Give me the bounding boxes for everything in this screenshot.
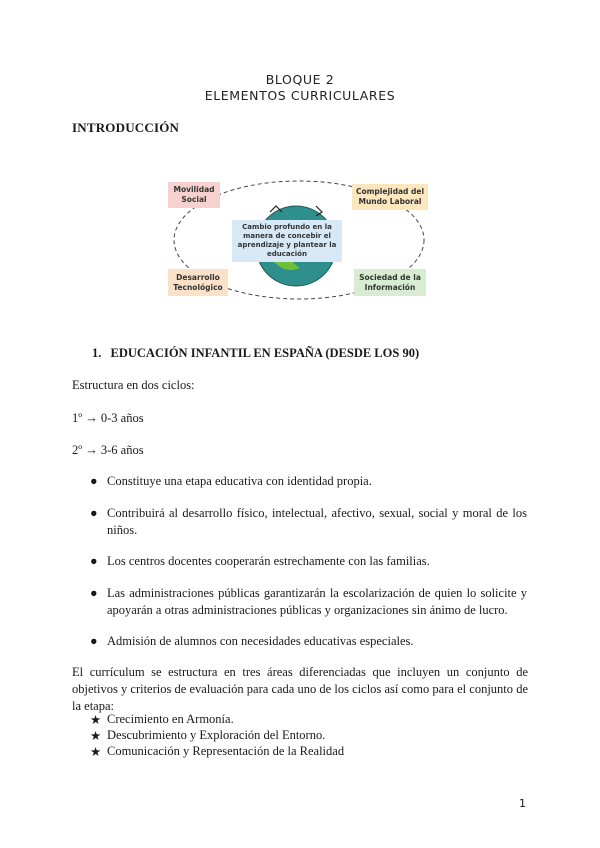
heading-text: EDUCACIÓN INFANTIL EN ESPAÑA (DESDE LOS 90) <box>110 346 420 360</box>
page-number: 1 <box>519 797 526 810</box>
bullet-dot-icon: ● <box>90 506 98 520</box>
bullet-dot-icon: ● <box>90 586 98 600</box>
curriculum-paragraph: El currículum se estructura en tres áreas diferenciadas que incluyen un conjunto de objetivos y criterios de evaluación para cada uno de los ciclos así como para el conjunto de la etapa: <box>72 665 528 713</box>
star-icon: ★ <box>90 745 102 759</box>
box-sociedad-informacion: Sociedad de la Información <box>354 269 426 296</box>
section-title: INTRODUCCIÓN <box>72 120 180 135</box>
concept-diagram <box>166 176 432 304</box>
box-complejidad-mundo-laboral: Complejidad del Mundo Laboral <box>352 184 428 210</box>
box-desarrollo-tecnologico: Desarrollo Tecnológico <box>168 269 228 296</box>
heading-educacion-infantil <box>92 346 419 361</box>
star-icon: ★ <box>90 713 102 727</box>
cycle-2: 2º → 3-6 años <box>72 443 144 457</box>
bullet-dot-icon: ● <box>90 554 98 568</box>
bullet-dot-icon: ● <box>90 634 98 648</box>
cycle-1: 1º → 0-3 años <box>72 411 144 425</box>
intro-text: Estructura en dos ciclos: <box>72 378 195 392</box>
box-cambio-profundo: Cambio profundo en la manera de concebir el aprendizaje y plantear la educación <box>232 220 342 262</box>
box-movilidad-social: Movilidad Social <box>168 182 220 208</box>
header-title: ELEMENTOS CURRICULARES <box>204 88 396 103</box>
bullet-dot-icon: ● <box>90 474 98 488</box>
star-icon: ★ <box>90 729 102 743</box>
heading-number: 1. <box>92 346 102 360</box>
header-bloque: BLOQUE 2 <box>265 72 335 87</box>
